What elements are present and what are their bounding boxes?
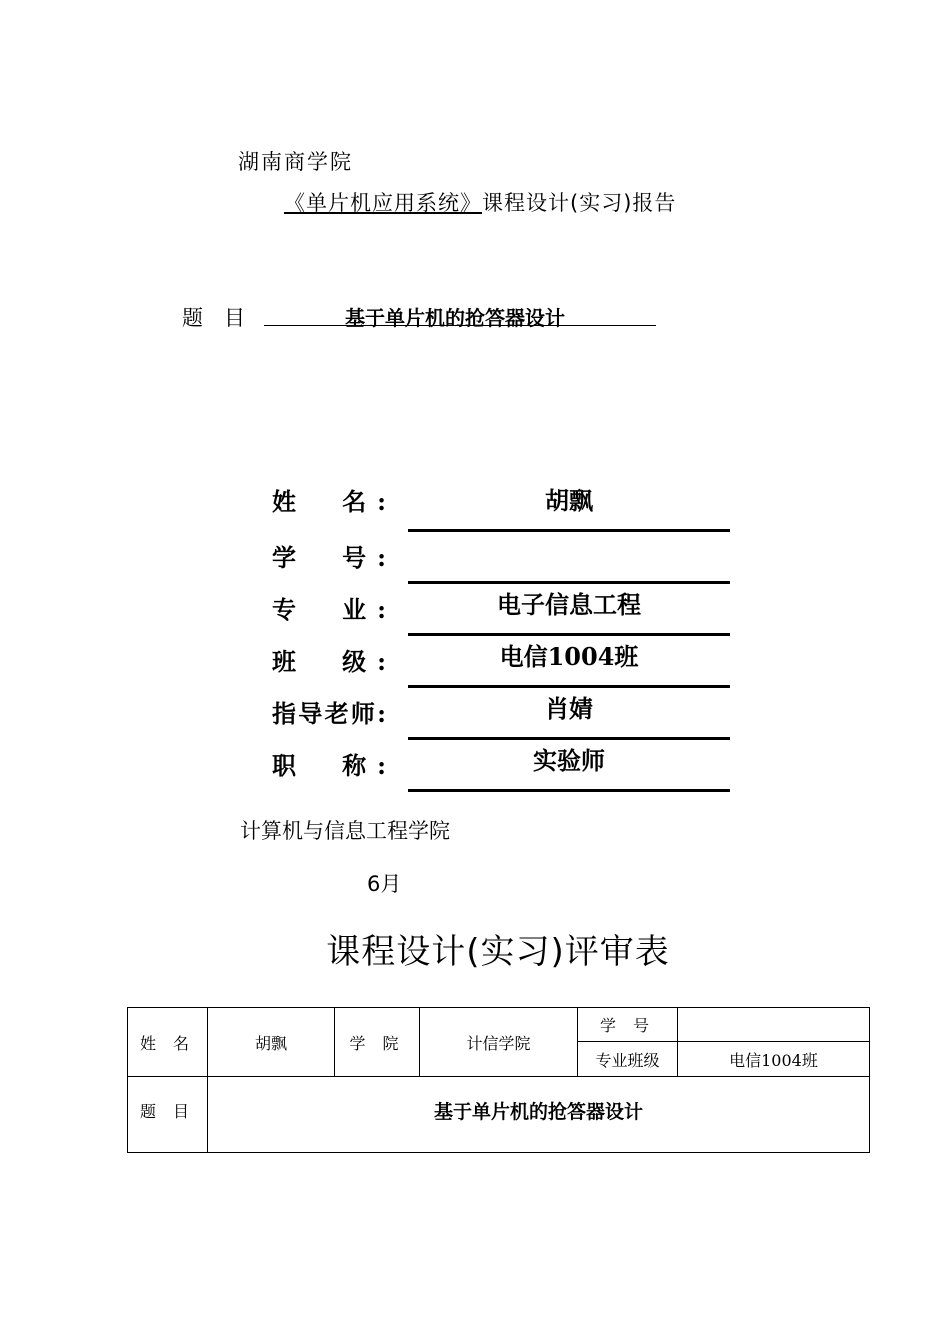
info-label-major: 专 业: xyxy=(272,595,386,624)
review-class-label: 专业班级 xyxy=(578,1042,678,1077)
review-name-label: 姓 名 xyxy=(128,1008,208,1077)
info-value-major: 电子信息工程 xyxy=(408,585,730,636)
topic-value: 基于单片机的抢答器设计 xyxy=(345,306,565,330)
info-value-name: 胡飘 xyxy=(408,481,730,532)
school-name: 湖南商学院 xyxy=(238,150,353,174)
info-value-class: 电信1004班 xyxy=(408,637,730,688)
course-name: 《单片机应用系统》 xyxy=(284,191,482,215)
review-title: 课程设计(实习)评审表 xyxy=(326,932,670,972)
topic-label: 题 目 xyxy=(182,306,245,330)
report-suffix: 课程设计(实习)报告 xyxy=(482,191,677,215)
report-month: 6月 xyxy=(367,872,402,896)
review-id-label: 学 号 xyxy=(578,1008,678,1042)
review-topic-label: 题 目 xyxy=(128,1077,208,1153)
info-label-name: 姓 名: xyxy=(272,487,386,516)
review-table xyxy=(127,1007,870,1153)
info-label-title: 职 称: xyxy=(272,751,386,780)
review-topic-value: 基于单片机的抢答器设计 xyxy=(208,1077,870,1153)
review-college-value: 计信学院 xyxy=(420,1008,578,1077)
report-title xyxy=(284,187,676,217)
info-value-title: 实验师 xyxy=(408,741,730,792)
info-value-id xyxy=(408,533,730,584)
info-label-class: 班 级: xyxy=(272,647,386,676)
review-name-value: 胡飘 xyxy=(208,1008,335,1077)
review-college-label: 学 院 xyxy=(335,1008,420,1077)
info-label-advisor: 指导老师: xyxy=(272,699,386,728)
info-value-advisor: 肖婧 xyxy=(408,689,730,740)
college-name: 计算机与信息工程学院 xyxy=(240,819,450,843)
info-label-id: 学 号: xyxy=(272,543,386,572)
review-class-value: 电信1004班 xyxy=(678,1042,870,1077)
review-id-value xyxy=(678,1008,870,1042)
